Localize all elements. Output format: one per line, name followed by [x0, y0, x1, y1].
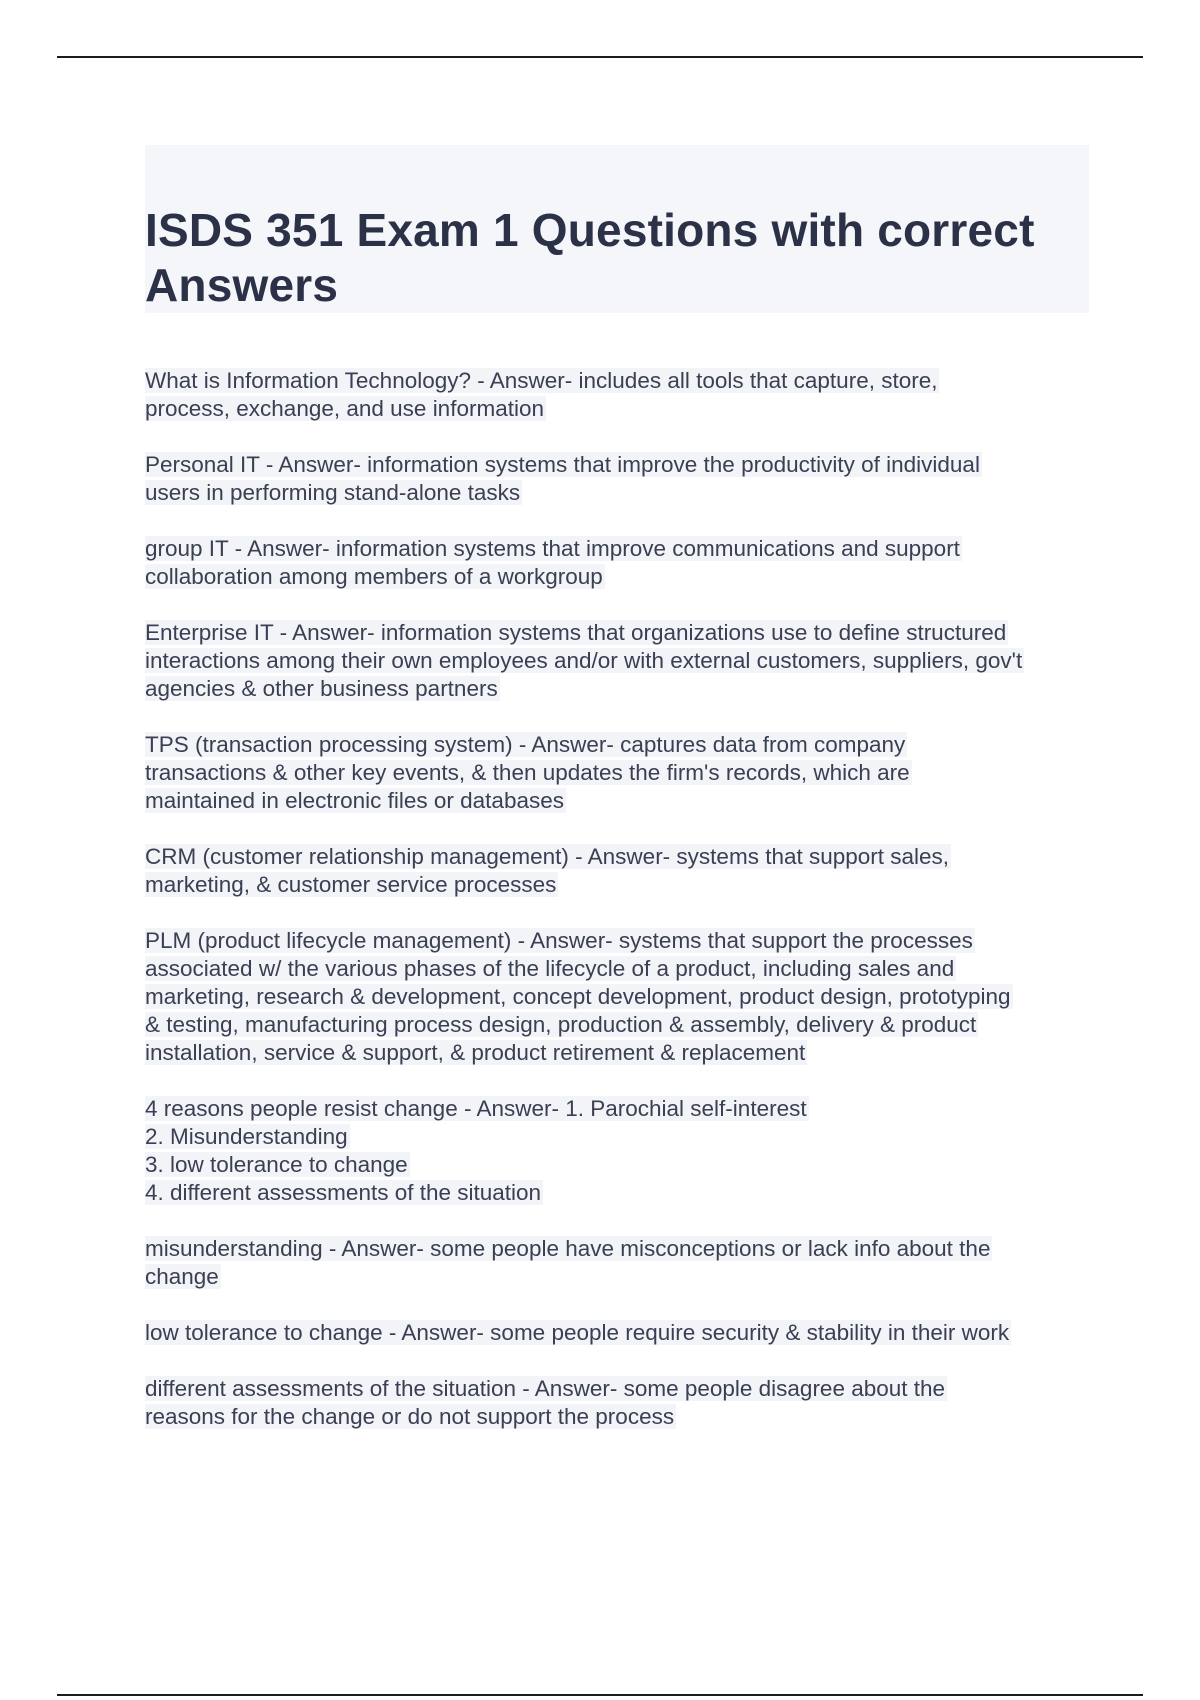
- qa-line: [145, 1319, 1105, 1347]
- qa-line: [145, 1011, 1105, 1039]
- qa-line-text: users in performing stand-alone tasks: [145, 480, 521, 505]
- qa-line-text: 4. different assessments of the situation: [145, 1180, 542, 1205]
- qa-line-text: & testing, manufacturing process design, production & assembly, delivery & product: [145, 1012, 977, 1037]
- qa-line-text: 4 reasons people resist change - Answer- 1. Parochial self-interest: [145, 1096, 807, 1121]
- qa-entry: [145, 731, 1105, 815]
- qa-list: [145, 367, 1105, 1459]
- qa-line-text: group IT - Answer- information systems that improve communications and support: [145, 536, 960, 561]
- qa-line: [145, 675, 1105, 703]
- qa-line-text: marketing, research & development, concept development, product design, prototyping: [145, 984, 1011, 1009]
- qa-line-text: maintained in electronic files or databases: [145, 788, 564, 813]
- qa-line-text: What is Information Technology? - Answer- includes all tools that capture, store,: [145, 368, 938, 393]
- qa-line: [145, 787, 1105, 815]
- qa-line-text: PLM (product lifecycle management) - Answer- systems that support the processes: [145, 928, 973, 953]
- qa-entry: [145, 1095, 1105, 1207]
- qa-line: [145, 1095, 1105, 1123]
- qa-line-text: reasons for the change or do not support the process: [145, 1404, 675, 1429]
- qa-entry: [145, 843, 1105, 899]
- qa-line-text: marketing, & customer service processes: [145, 872, 557, 897]
- qa-line-text: misunderstanding - Answer- some people have misconceptions or lack info about the: [145, 1236, 991, 1261]
- qa-line-text: process, exchange, and use information: [145, 396, 544, 421]
- qa-line-text: interactions among their own employees and/or with external customers, suppliers, gov't: [145, 648, 1023, 673]
- top-rule: [57, 56, 1143, 58]
- qa-line-text: installation, service & support, & product retirement & replacement: [145, 1040, 806, 1065]
- qa-line: [145, 619, 1105, 647]
- page-title: [145, 203, 1089, 313]
- qa-line-text: CRM (customer relationship management) - Answer- systems that support sales,: [145, 844, 950, 869]
- qa-line: [145, 1151, 1105, 1179]
- bottom-rule: [57, 1694, 1143, 1696]
- qa-line: [145, 1375, 1105, 1403]
- qa-entry: [145, 619, 1105, 703]
- qa-entry: [145, 367, 1105, 423]
- qa-line: [145, 955, 1105, 983]
- qa-line: [145, 647, 1105, 675]
- title-line: Answers: [145, 259, 339, 311]
- qa-line: [145, 871, 1105, 899]
- qa-entry: [145, 451, 1105, 507]
- qa-line-text: transactions & other key events, & then updates the firm's records, which are: [145, 760, 910, 785]
- qa-line-text: associated w/ the various phases of the lifecycle of a product, including sales and: [145, 956, 955, 981]
- qa-line-text: 2. Misunderstanding: [145, 1124, 348, 1149]
- qa-line: [145, 759, 1105, 787]
- title-line: ISDS 351 Exam 1 Questions with correct: [145, 204, 1035, 256]
- qa-line-text: 3. low tolerance to change: [145, 1152, 408, 1177]
- qa-line: [145, 367, 1105, 395]
- qa-entry: [145, 535, 1105, 591]
- qa-line: [145, 479, 1105, 507]
- title-block: [145, 145, 1089, 313]
- qa-line: [145, 1039, 1105, 1067]
- qa-line: [145, 1123, 1105, 1151]
- qa-entry: [145, 1235, 1105, 1291]
- qa-line: [145, 395, 1105, 423]
- qa-line: [145, 1403, 1105, 1431]
- qa-line: [145, 451, 1105, 479]
- qa-line-text: Personal IT - Answer- information systems that improve the productivity of individual: [145, 452, 980, 477]
- qa-line-text: agencies & other business partners: [145, 676, 498, 701]
- qa-line-text: change: [145, 1264, 219, 1289]
- qa-line: [145, 1235, 1105, 1263]
- qa-line-text: low tolerance to change - Answer- some people require security & stability in their work: [145, 1320, 1010, 1345]
- qa-line: [145, 1263, 1105, 1291]
- qa-entry: [145, 927, 1105, 1067]
- qa-line: [145, 927, 1105, 955]
- qa-line: [145, 731, 1105, 759]
- qa-line: [145, 563, 1105, 591]
- qa-line: [145, 843, 1105, 871]
- qa-line-text: collaboration among members of a workgroup: [145, 564, 603, 589]
- qa-entry: [145, 1319, 1105, 1347]
- qa-line: [145, 1179, 1105, 1207]
- qa-line-text: Enterprise IT - Answer- information systems that organizations use to define structured: [145, 620, 1007, 645]
- qa-line: [145, 535, 1105, 563]
- qa-line-text: TPS (transaction processing system) - Answer- captures data from company: [145, 732, 906, 757]
- qa-line: [145, 983, 1105, 1011]
- qa-entry: [145, 1375, 1105, 1431]
- qa-line-text: different assessments of the situation - Answer- some people disagree about the: [145, 1376, 946, 1401]
